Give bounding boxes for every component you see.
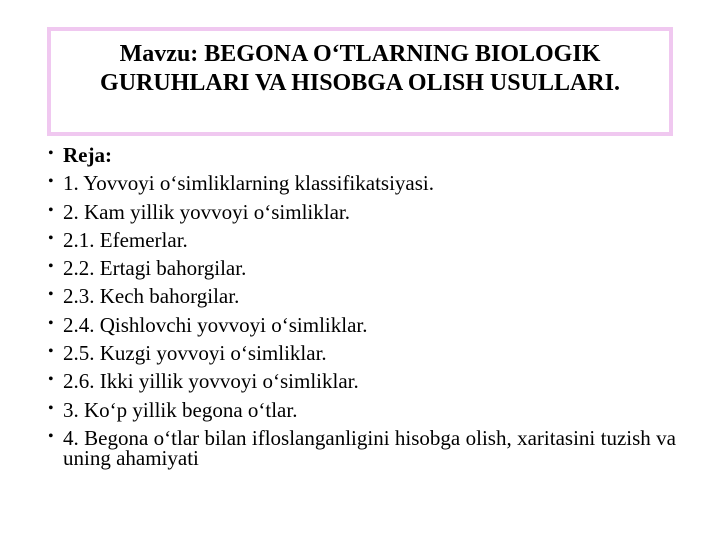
- bullet-icon: •: [48, 399, 54, 417]
- list-item: [46, 171, 676, 195]
- list-item: [46, 256, 676, 280]
- bullet-icon: •: [48, 173, 54, 191]
- plan-heading: Reja:: [63, 143, 112, 167]
- list-item: [46, 284, 676, 308]
- list-item-text: 4. Begona o‘tlar bilan ifloslanganligini hisobga olish, xaritasini tuzish va uning ahamiyati: [63, 425, 676, 470]
- list-item-text: 2. Kam yillik yovvoyi o‘simliklar.: [63, 199, 350, 224]
- list-item-text: 2.2. Ertagi bahorgilar.: [63, 256, 247, 281]
- list-item: [46, 200, 676, 224]
- bullet-icon: •: [48, 258, 54, 276]
- list-item: [46, 228, 676, 252]
- list-item-text: 3. Ko‘p yillik begona o‘tlar.: [63, 397, 298, 422]
- list-item: [46, 143, 676, 167]
- plan-list: [46, 143, 676, 472]
- bullet-icon: •: [48, 427, 54, 445]
- bullet-icon: •: [48, 371, 54, 389]
- bullet-icon: •: [48, 286, 54, 304]
- list-item: [46, 398, 676, 422]
- bullet-icon: •: [48, 201, 54, 219]
- title-box: [47, 27, 673, 136]
- list-item-text: 2.4. Qishlovchi yovvoyi o‘simliklar.: [63, 312, 368, 337]
- list-item: [46, 313, 676, 337]
- bullet-icon: •: [48, 145, 54, 162]
- list-item: [46, 426, 676, 468]
- list-item-text: 2.5. Kuzgi yovvoyi o‘simliklar.: [63, 341, 327, 366]
- list-item: [46, 369, 676, 393]
- bullet-icon: •: [48, 314, 54, 332]
- bullet-icon: •: [48, 229, 54, 247]
- bullet-icon: •: [48, 343, 54, 361]
- slide-title: Mavzu: BEGONA O‘TLARNING BIOLOGIK GURUHLARI VA HISOBGA OLISH USULLARI.: [100, 41, 620, 96]
- list-item-text: 2.6. Ikki yillik yovvoyi o‘simliklar.: [63, 369, 359, 394]
- list-item-text: 2.3. Kech bahorgilar.: [63, 284, 240, 309]
- list-item-text: 1. Yovvoyi o‘simliklarning klassifikatsiyasi.: [63, 171, 435, 196]
- list-item-text: 2.1. Efemerlar.: [63, 227, 188, 252]
- list-item: [46, 341, 676, 365]
